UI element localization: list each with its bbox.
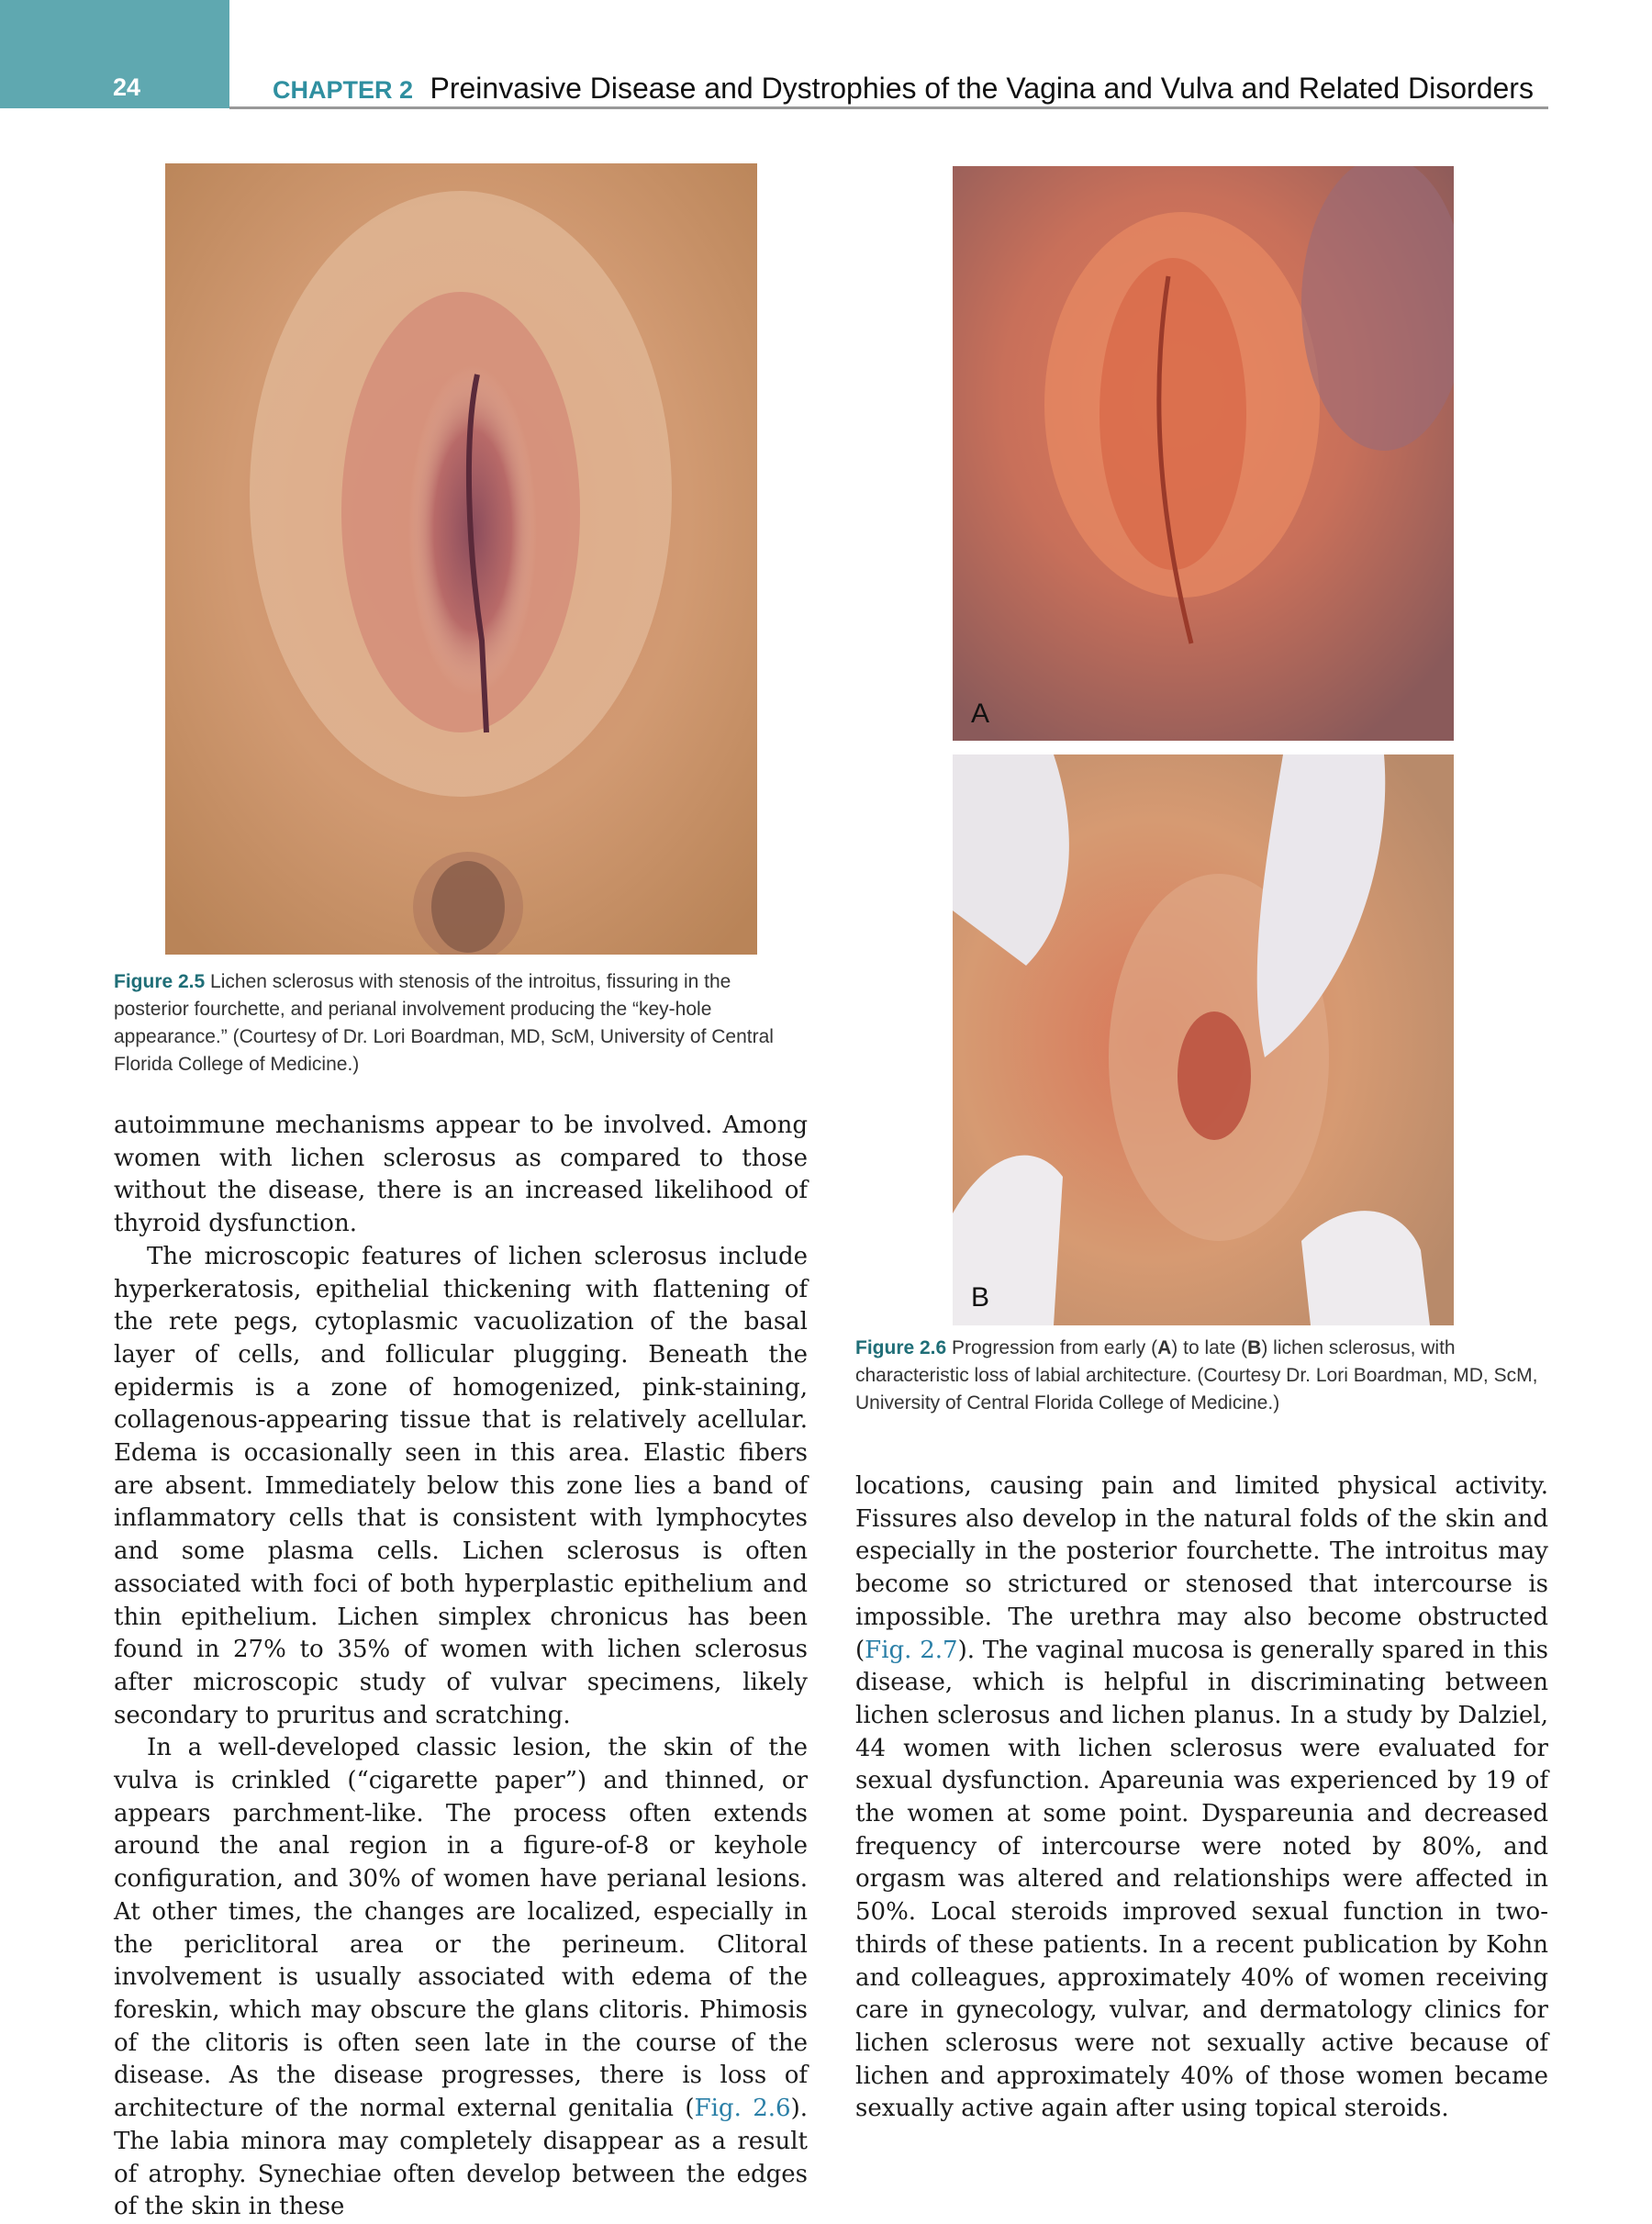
figure-2-5-photo: [165, 163, 757, 955]
left-paragraph-2: The microscopic features of lichen sclerosus include hyperkeratosis, epithelial thickening with flattening of the rete pegs, cytoplasmic vacuolization of the basal layer of cells, and follicular plugging. Beneath the epidermis is a zone of homogenized, pink-staining, collagenous-appearing tissue that is relatively acellular. Edema is occasionally seen in this area. Elastic fibers are absent. Immediately below this zone lies a band of inflammatory cells that is consistent with lymphocytes and some plasma cells. Lichen sclerosus is often associated with foci of both hyperplastic epithelium and thin epithelium. Lichen simplex chronicus has been found in 27% to 35% of women with lichen sclerosus after microscopic study of vulvar specimens, likely secondary to pruritus and scratching.: [114, 1242, 808, 1729]
right-paragraph-1: [855, 1470, 1548, 2126]
panel-b-label: B: [971, 1282, 990, 1313]
figure-2-5-label: Figure 2.5: [114, 971, 206, 992]
right-body-column: [855, 1470, 1548, 2126]
running-head: [273, 72, 1534, 106]
figure-2-7-link[interactable]: Fig. 2.7: [865, 1636, 958, 1664]
right-paragraph-1-text-a: locations, causing pain and limited physical activity. Fissures also develop in the natural folds of the skin and especially in the posterior fourchette. The introitus may become so strictured or stenosed that intercourse is impossible. The urethra may also become obstructed (: [855, 1472, 1548, 1664]
figure-2-6-caption-part-2: ) to late (: [1171, 1337, 1248, 1358]
figure-2-6-caption: [855, 1335, 1548, 1417]
page-number: 24: [113, 73, 141, 101]
header-rule: [229, 106, 1548, 109]
left-paragraph-3-text-a: In a well-developed classic lesion, the skin of the vulva is crinkled (“cigarette paper”) and thinned, or appears parchment-like. The process often extends around the anal region in a figure-of-8 or keyhole configuration, and 30% of women have perianal lesions. At other times, the changes are localized, especially in the periclitoral area or the perineum. Clitoral involvement is usually associated with edema of the foreskin, which may obscure the glans clitoris. Phimosis of the clitoris is often seen late in the course of the disease. As the disease progresses, there is loss of architecture of the normal external genitalia (: [114, 1734, 808, 2123]
panel-a-ref: A: [1157, 1337, 1172, 1358]
left-paragraph-3-text-b: ). The labia minora may completely disappear as a result of atrophy. Synechiae often develop between the edges of the skin in these: [114, 2095, 808, 2221]
figure-2-5-caption: [114, 968, 808, 1078]
figure-2-6-panel-b-photo: [953, 754, 1454, 1325]
panel-b-ref: B: [1247, 1337, 1262, 1358]
left-body-column: [114, 1110, 808, 2224]
figure-2-6-caption-part-1: Progression from early (: [952, 1337, 1158, 1358]
figure-2-6-link[interactable]: Fig. 2.6: [694, 2095, 791, 2123]
chapter-title: Preinvasive Disease and Dystrophies of the Vagina and Vulva and Related Disorders: [430, 72, 1534, 105]
figure-2-6-caption-part-3: ) lichen sclerosus, with characteristic loss of labial architecture. (Courtesy Dr. Lori Boardman, MD, ScM, University of Central Florida College of Medicine.): [855, 1337, 1538, 1414]
left-paragraph-3: [114, 1732, 808, 2224]
figure-2-6-label: Figure 2.6: [855, 1337, 947, 1358]
panel-a-label: A: [971, 698, 990, 729]
chapter-label: CHAPTER 2: [273, 76, 414, 104]
figure-2-6-panel-a-photo: [953, 166, 1454, 741]
right-paragraph-1-text-b: ). The vaginal mucosa is generally spared in this disease, which is helpful in discriminating between lichen sclerosus and lichen planus. In a study by Dalziel, 44 women with lichen sclerosus were evaluated for sexual dysfunction. Apareunia was experienced by 19 of the women at some point. Dyspareunia and decreased frequency of intercourse were noted by 80%, and orgasm was altered and relationships were affected in 50%. Local steroids improved sexual function in two-thirds of these patients. In a recent publication by Kohn and colleagues, approximately 40% of women receiving care in gynecology, vulvar, and dermatology clinics for lichen sclerosus were not sexually active because of lichen and approximately 40% of those women became sexually active again after using topical steroids.: [855, 1636, 1548, 2123]
figure-2-5-caption-text: Lichen sclerosus with stenosis of the introitus, fissuring in the posterior fourchette, and perianal involvement producing the “key-hole appearance.” (Courtesy of Dr. Lori Boardman, MD, ScM, University of Central Florida College of Medicine.): [114, 971, 774, 1075]
left-paragraph-1: autoimmune mechanisms appear to be involved. Among women with lichen sclerosus as compared to those without the disease, there is an increased likelihood of thyroid dysfunction.: [114, 1112, 808, 1238]
